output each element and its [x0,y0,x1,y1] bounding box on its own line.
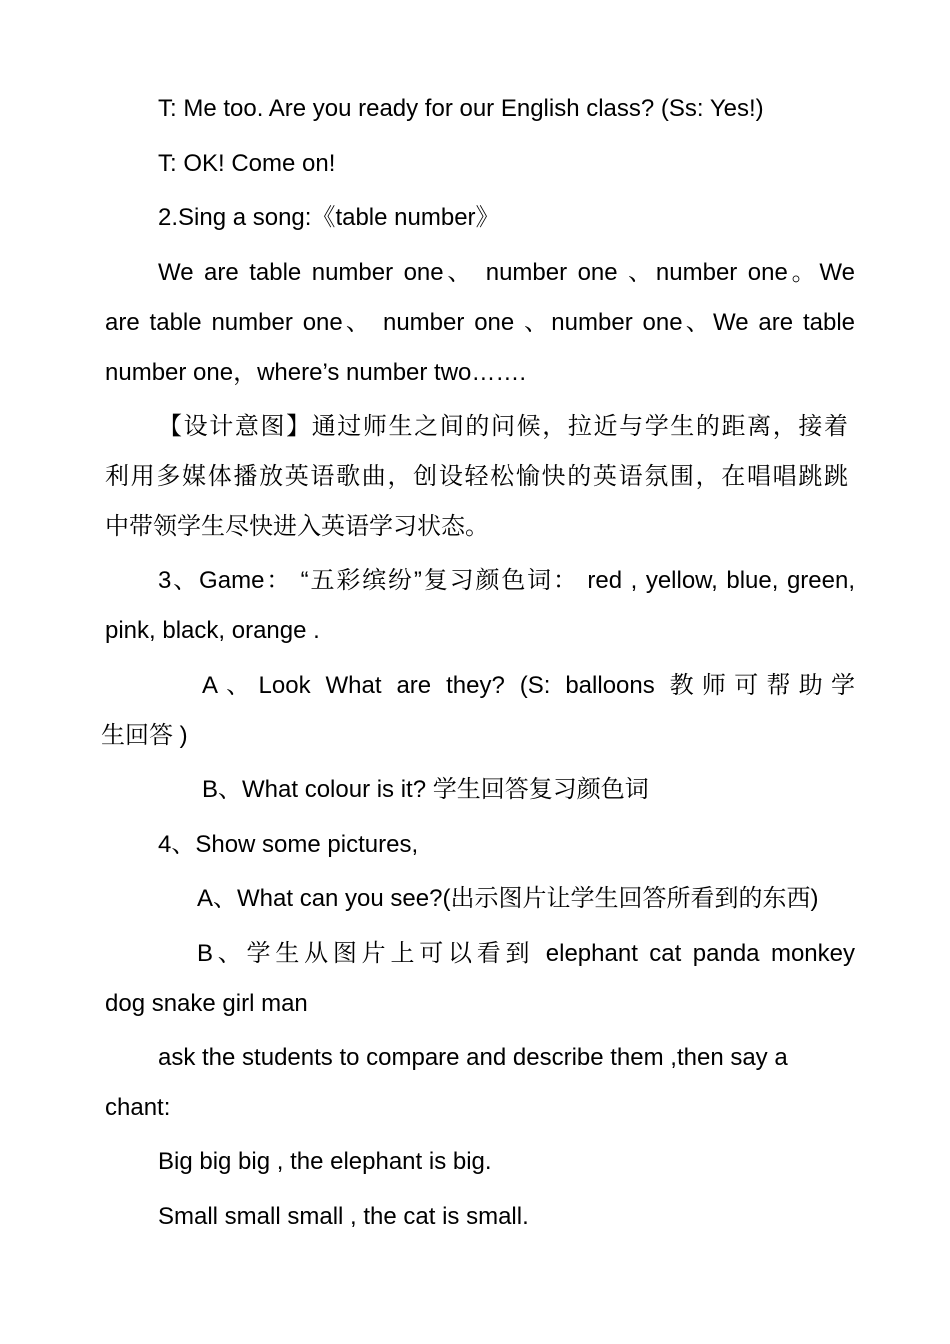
design-intent-line-1: 【设计意图】通过师生之间的问候，拉近与学生的距离，接着 [158,413,848,440]
dialogue-line-teacher-come-on: T: OK! Come on! [158,150,336,177]
chant-line-big: Big big big , the elephant is big. [158,1148,492,1175]
game-item-a-continued: 生回答 ) [101,722,188,749]
dialogue-line-teacher-ready: T: Me too. Are you ready for our English class? (Ss: Yes!) [158,95,764,122]
instruction-continued: chant: [105,1094,171,1121]
song-lyric-line-1: We are table number one、 number one 、number one。We [158,259,855,286]
design-intent-line-2: 利用多媒体播放英语歌曲，创设轻松愉快的英语氛围，在唱唱跳跳 [105,463,848,490]
pictures-item-b-continued: dog snake girl man [105,990,308,1017]
song-lyric-line-2: are table number one、 number one 、number one、We are table [105,309,855,336]
instruction-compare-describe: ask the students to compare and describe them ,then say a [158,1044,788,1071]
pictures-item-b: B、学生从图片上可以看到 elephant cat panda monkey [197,940,855,967]
step-heading-show-pictures: 4、Show some pictures, [158,831,419,858]
step-heading-game: 3、Game： “五彩缤纷”复习颜色词： red , yellow, blue, green, [158,567,855,594]
game-colors-continued: pink, black, orange . [105,617,320,644]
game-item-a-look: A、Look What are they? (S: balloons 教师可帮助学 [202,672,855,699]
chant-line-small: Small small small , the cat is small. [158,1203,529,1230]
step-heading-sing-song: 2.Sing a song:《table number》 [158,204,500,231]
design-intent-line-3: 中带领学生尽快进入英语学习状态。 [105,513,489,540]
pictures-item-a: A、What can you see?(出示图片让学生回答所看到的东西) [197,885,819,912]
game-item-b-colour: B、What colour is it? 学生回答复习颜色词 [202,776,649,803]
song-lyric-line-3: number one，where’s number two……. [105,359,527,386]
